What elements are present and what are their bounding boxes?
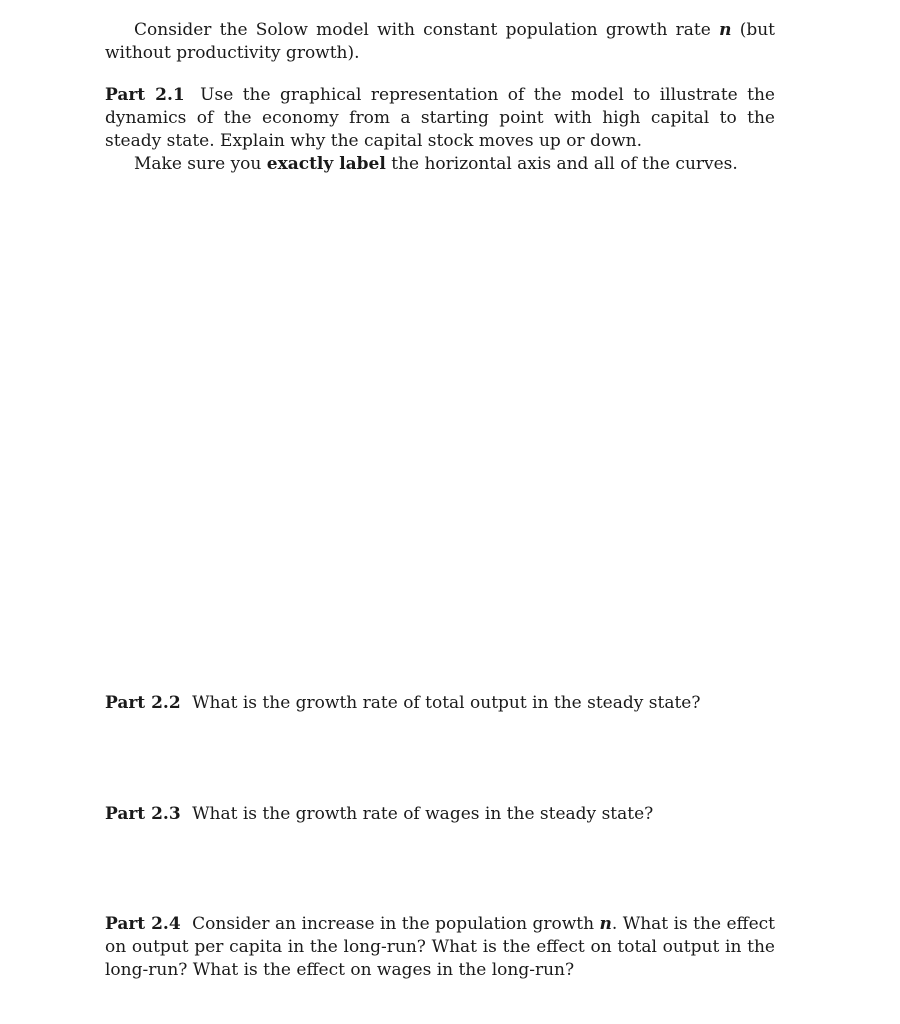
- part-2-4-question: [105, 913, 775, 982]
- part-2-1-text: Use the graphical representation of the model to illustrate the dynamics of the economy from a starting point with high capital to the steady state. Explain why the capital stock moves up or down.: [105, 85, 775, 151]
- part-2-2-answer-space: [105, 725, 775, 785]
- part-2-1-note-before: Make sure you: [134, 154, 267, 174]
- part-2-3-text: What is the growth rate of wages in the steady state?: [192, 804, 654, 824]
- part-2-1-question: [105, 84, 775, 153]
- part-2-2-text: What is the growth rate of total output in the steady state?: [192, 693, 701, 713]
- part-2-2-question: [105, 692, 775, 715]
- intro-text-after: (but without productivity growth).: [105, 20, 775, 63]
- intro-paragraph: [105, 19, 775, 65]
- part-2-2-label: Part 2.2: [105, 693, 181, 713]
- part-2-1-label: Part 2.1: [105, 85, 185, 105]
- intro-text-before: Consider the Solow model with constant population growth rate: [134, 20, 720, 40]
- part-2-1-note: [105, 153, 775, 176]
- part-2-3-answer-space: [105, 835, 775, 895]
- part-2-3-label: Part 2.3: [105, 804, 181, 824]
- part-2-4-text-before: Consider an increase in the population growth: [192, 914, 600, 934]
- population-growth-variable-2: n: [599, 914, 612, 934]
- part-2-1-answer-space: [105, 190, 775, 670]
- part-2-3-question: [105, 803, 775, 826]
- part-2-1-note-after: the horizontal axis and all of the curves.: [385, 154, 738, 174]
- population-growth-variable: n: [719, 20, 732, 40]
- part-2-4-text-after: . What is the effect on output per capita in the long-run? What is the effect on total output in the long-run? What is the effect on wages in the long-run?: [105, 914, 775, 980]
- part-2-1-note-emphasis: exactly label: [266, 154, 386, 174]
- part-2-4-label: Part 2.4: [105, 914, 181, 934]
